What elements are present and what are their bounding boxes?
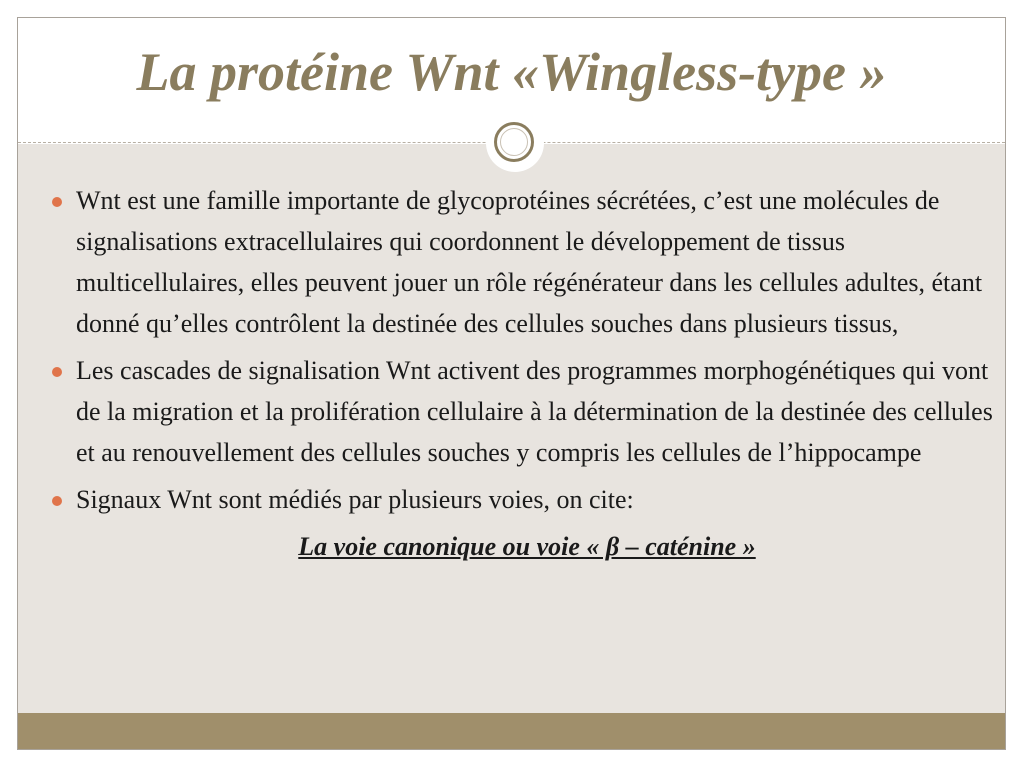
bullet-item — [52, 180, 1002, 344]
bullet-item — [52, 350, 1002, 473]
bullet-item — [52, 479, 1002, 520]
canonical-pathway-heading: La voie canonique ou voie « β – caténine » — [298, 532, 756, 561]
ornament-inner-ring — [500, 128, 528, 156]
slide-content — [52, 180, 1002, 567]
bullet-dot-icon — [52, 197, 62, 207]
bullet-text: Les cascades de signalisation Wnt activent des programmes morphogénétiques qui vont de la migration et la prolifération cellulaire à la détermination de la destinée des cellules et au renouvellement des cellules souches y compris les cellules de l’hippocampe — [76, 356, 993, 467]
bullet-text: Wnt est une famille importante de glycoprotéines sécrétées, c’est une molécules de signalisations extracellulaires qui coordonnent le développement de tissus multicellulaires, elles peuvent jouer un rôle régénérateur dans les cellules adultes, étant donné qu’elles contrôlent la destinée des cellules souches dans plusieurs tissus, — [76, 186, 983, 338]
slide — [17, 17, 1006, 750]
bullet-dot-icon — [52, 496, 62, 506]
bullet-text: Signaux Wnt sont médiés par plusieurs voies, on cite: — [76, 485, 634, 514]
bullet-dot-icon — [52, 367, 62, 377]
footer-bar — [18, 713, 1005, 749]
slide-title: La protéine Wnt «Wingless-type » — [136, 42, 887, 102]
